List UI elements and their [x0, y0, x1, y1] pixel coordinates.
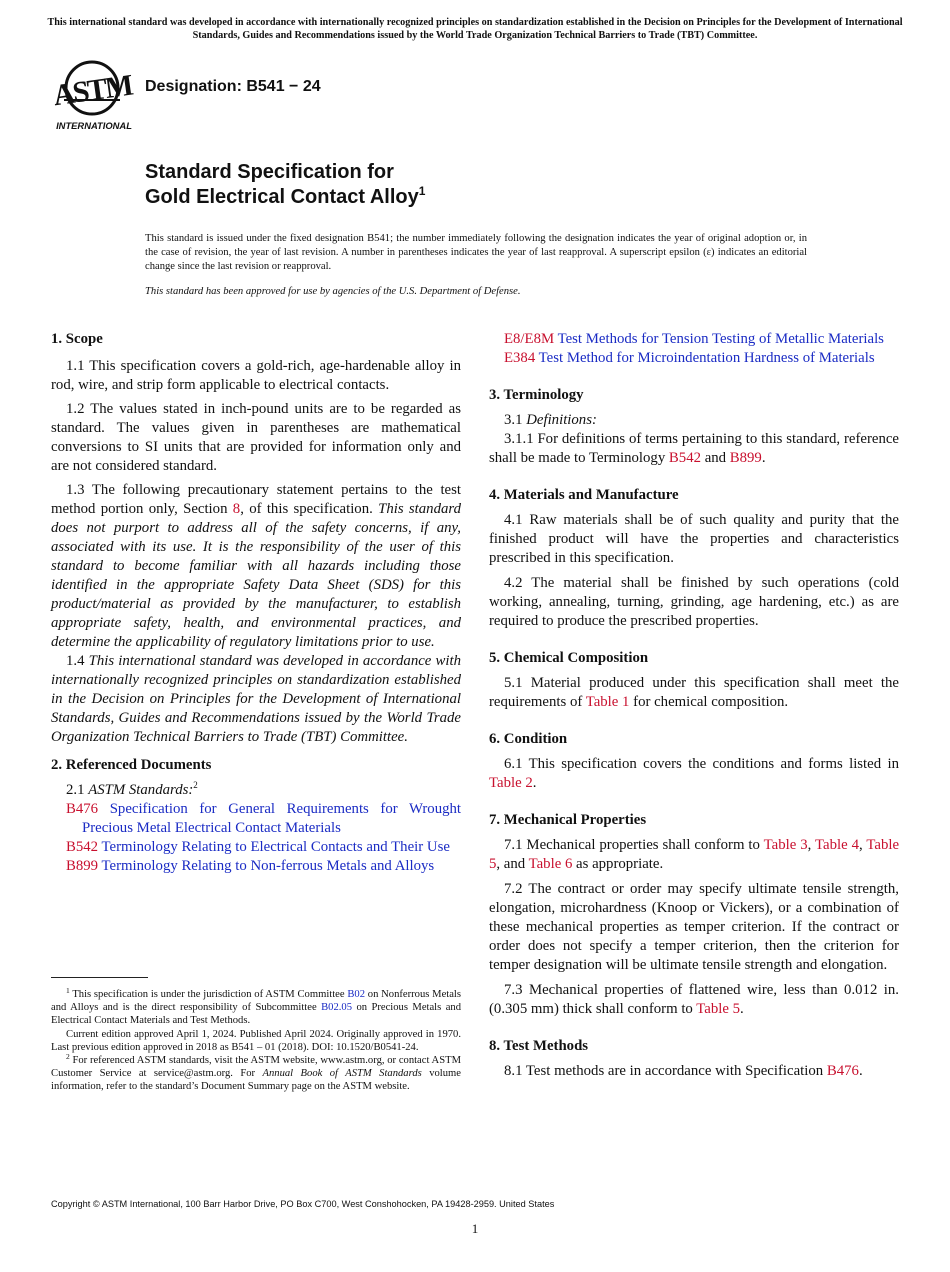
link-table-6[interactable]: Table 6 [528, 856, 573, 872]
ref-code-b899[interactable]: B899 [66, 858, 99, 874]
para-3-1-1: 3.1.1 For definitions of terms pertaining to this standard, reference shall be made to Terminology B542 and B899. [489, 431, 899, 466]
ref-item[interactable] [51, 838, 461, 857]
para-5-1: 5.1 Material produced under this specification shall meet the requirements of Table 1 for chemical composition. [489, 675, 899, 710]
ref-code-b476[interactable]: B476 [66, 801, 99, 817]
header-note: This international standard was developed in accordance with internationally recognized principles on standardization established in the Decision on Principles for the Development of International Standards, Guides and Recommendations issued by the World Trade Organization Technical Barriers to Trade (TBT) Committee. [47, 17, 903, 41]
section-heading-referenced-documents: 2. Referenced Documents [51, 757, 212, 773]
footnote-1-edition: Current edition approved April 1, 2024. Published April 2024. Originally approved in 1970. Last previous edition approved in 2018 as B541 – 01 (2018). DOI: 10.1520/B0541-24. [51, 1028, 461, 1053]
title-footnote-mark: 1 [418, 184, 426, 198]
section-heading-materials: 4. Materials and Manufacture [489, 487, 679, 503]
link-b02[interactable]: B02 [347, 989, 366, 1000]
ref-item[interactable] [51, 857, 461, 876]
section-heading-mechanical-properties: 7. Mechanical Properties [489, 812, 647, 828]
section-heading-scope: 1. Scope [51, 331, 103, 347]
para-6-1: 6.1 This specification covers the conditions and forms listed in Table 2. [489, 756, 899, 791]
link-table-5[interactable]: Table 5 [489, 837, 900, 872]
logo-word: INTERNATIONAL [56, 120, 132, 131]
link-b542[interactable]: B542 [668, 450, 701, 466]
footnotes [51, 988, 461, 1094]
para-2-1: 2.1 ASTM Standards:$^2$ [66, 780, 198, 798]
right-column [489, 330, 899, 1081]
footnote-2: $^2$ For referenced ASTM standards, visit the ASTM website, www.astm.org, or contact ASTM Customer Service at service@astm.org. For Annual Book of ASTM Standards volume information, refer to the standard’s Document Summary page on the ASTM website. [51, 1052, 461, 1093]
ref-title-e384[interactable]: Test Method for Microindentation Hardness of Materials [538, 350, 875, 366]
section-heading-terminology: 3. Terminology [489, 387, 584, 403]
title-line-1: Standard Specification for [145, 161, 394, 183]
title-line-2: Gold Electrical Contact Alloy [145, 186, 419, 208]
copyright-line: Copyright © ASTM International, 100 Barr Harbor Drive, PO Box C700, West Conshohocken, PA 19428-2959. United States [51, 1199, 555, 1209]
ref-item[interactable] [489, 330, 899, 349]
svg-text:ASTM: ASTM [52, 68, 134, 113]
ref-item[interactable] [51, 800, 461, 838]
link-b02-05[interactable]: B02.05 [321, 1002, 352, 1014]
section-heading-test-methods: 8. Test Methods [489, 1038, 589, 1054]
left-column [51, 330, 461, 876]
para-1-3: 1.3 The following precautionary statement pertains to the test method portion only, Section 8, of this specification. This standard does not purport to address all of the safety concerns, if any, associated with its use. It is the responsibility of the user of this standard to become familiar with all hazards including those identified in the appropriate Safety Data Sheet (SDS) for this product/material as provided by the manufacturer, to establish appropriate safety, health, and environmental practices, and determine the applicability of regulatory limitations prior to use. [51, 482, 461, 650]
section-heading-condition: 6. Condition [489, 731, 568, 747]
para-7-1: 7.1 Mechanical properties shall conform to Table 3, Table 4, Table 5, and Table 6 as appropriate. [489, 837, 900, 872]
para-3-1: 3.1 Definitions: [504, 412, 597, 428]
link-table-3[interactable]: Table 3 [763, 837, 808, 853]
link-b476[interactable]: B476 [826, 1063, 859, 1079]
ref-title-b476[interactable]: Specification for General Requirements for Wrought Precious Metal Electrical Contact Materials [82, 801, 461, 836]
footnote-divider [51, 977, 148, 978]
astm-logo [52, 56, 136, 132]
designation: Designation: B541 − 24 [145, 78, 321, 95]
para-7-3: 7.3 Mechanical properties of flattened wire, less than 0.012 in. (0.305 mm) thick shall conform to Table 5. [489, 982, 899, 1017]
dod-approval-statement: This standard has been approved for use by agencies of the U.S. Department of Defense. [145, 286, 521, 297]
section-heading-chemical-composition: 5. Chemical Composition [489, 650, 649, 666]
para-4-2: 4.2 The material shall be finished by such operations (cold working, annealing, turning, grinding, age hardening, etc.) as are required to produce the prescribed properties. [489, 575, 899, 629]
ref-title-b899[interactable]: Terminology Relating to Non-ferrous Metals and Alloys [101, 858, 435, 874]
ref-title-e8[interactable]: Test Methods for Tension Testing of Metallic Materials [557, 331, 884, 347]
page-number: 1 [471, 1221, 479, 1236]
link-section-8[interactable]: 8 [232, 501, 241, 517]
ref-code-e8[interactable]: E8/E8M [504, 331, 555, 347]
page-title [145, 160, 425, 210]
issued-statement: This standard is issued under the fixed designation B541; the number immediately following the designation indicates the year of original adoption or, in the case of revision, the year of last revision. A number in parentheses indicates the year of last reapproval. A superscript epsilon (ε) indicates an editorial change since the last revision or reapproval. [145, 233, 807, 272]
link-table-1[interactable]: Table 1 [585, 694, 630, 710]
para-7-2: 7.2 The contract or order may specify ultimate tensile strength, elongation, microhardness (Knoop or Vickers), or a combination of these mechanical properties as temper criterion. If the contract or order does not specify a temper criterion, then the criterion for temper designation will be ultimate tensile strength and elongation. [489, 881, 899, 973]
para-4-1: 4.1 Raw materials shall be of such quality and purity that the finished product will have the properties and characteristics prescribed in this specification. [489, 512, 899, 566]
link-table-4[interactable]: Table 4 [815, 837, 859, 853]
para-8-1: 8.1 Test methods are in accordance with Specification B476. [504, 1063, 863, 1079]
link-table-2[interactable]: Table 2 [489, 775, 533, 791]
ref-code-b542[interactable]: B542 [66, 839, 99, 855]
link-table-5-b[interactable]: Table 5 [696, 1001, 741, 1017]
footnote-1: $^1$ This specification is under the jurisdiction of ASTM Committee B02 on Nonferrous Metals and Alloys and is the direct responsibility of Subcommittee B02.05 on Precious Metals and Electrical Contact Materials and Test Methods. [51, 986, 461, 1027]
para-1-2: 1.2 The values stated in inch-pound units are to be regarded as standard. The values given in parentheses are mathematical conversions to SI units that are provided for information only and are not considered standard. [51, 401, 461, 474]
ref-title-b542[interactable]: Terminology Relating to Electrical Contacts and Their Use [101, 839, 450, 855]
para-1-4: 1.4 This international standard was developed in accordance with internationally recognized principles on standardization established in the Decision on Principles for the Development of International Standards, Guides and Recommendations issued by the World Trade Organization Technical Barriers to Trade (TBT) Committee. [51, 653, 461, 745]
para-1-1: 1.1 This specification covers a gold-rich, age-hardenable alloy in rod, wire, and strip form applicable to electrical contacts. [51, 358, 461, 393]
link-b899[interactable]: B899 [729, 450, 762, 466]
ref-code-e384[interactable]: E384 [504, 350, 536, 366]
ref-item[interactable] [489, 349, 899, 368]
